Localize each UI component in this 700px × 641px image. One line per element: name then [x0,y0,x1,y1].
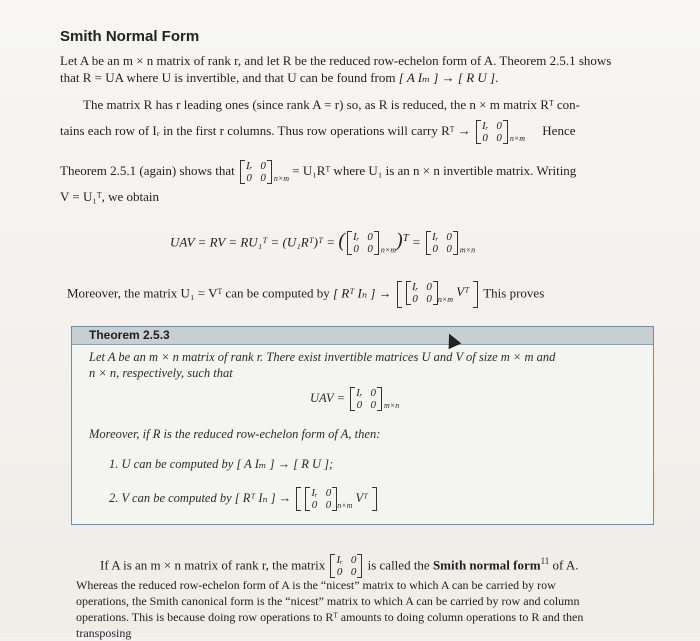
para3-line5: transposing [76,626,132,640]
smith-matrix-block: Iᵣ 0 0 0 [426,231,458,255]
para3-line3: operations, the Smith canonical form is the “nicest” matrix to which A can be carried by row and column [76,594,580,608]
para1-line4-text: tains each row of Iᵣ in the first r columns. Thus row operations will carry Rᵀ → [60,122,471,138]
uav-text: UAV = [310,390,346,405]
theorem-item2 [109,487,379,511]
para1-line2: that R = UA where U is invertible, and that U can be found from [ A Iₘ ] → [ R U ]. [60,70,499,85]
item2-augmented: [ Rᵀ Iₙ ] → [234,490,292,505]
para1-line3: The matrix R has r leading ones (since rank A = r) so, as R is reduced, the n × m matrix Rᵀ con- [83,97,581,112]
theorem-box [71,326,654,525]
smith-matrix-block: Iᵣ 0 0 0 [350,387,382,411]
equals-sign: = [412,234,421,250]
para3-line2: Whereas the reduced row-echelon form of A is the “nicest” matrix to which A can be carried by row [76,578,556,592]
para1-line4 [60,120,576,147]
item1-augmented: [ A Iₘ ] → [ R U ]; [236,457,334,471]
smith-normal-form-term: Smith normal form [432,557,541,573]
smith-matrix-block: Iᵣ 0 0 0 [240,160,272,184]
theorem-uav: UAV = Iᵣ 0 0 0 $_{m\times n}$ [310,387,400,411]
equation-lhs: UAV = RV = RU₁ᵀ = (U₁Rᵀ)ᵀ = [170,234,336,250]
theorem-header [72,327,653,345]
theorem-line2: n × n, respectively, such that [89,366,233,380]
para1-line6: V = U₁ᵀ, we obtain [60,189,160,204]
para3-text: If A is an m × n matrix of rank r, the matrix [100,557,326,573]
smith-matrix-block: Iᵣ 0 0 0 [330,554,362,578]
theorem-heading: Theorem 2.5.3 [89,328,170,342]
item2-text: 2. V can be computed by [109,490,232,505]
para2-line [67,281,544,308]
para3-line1 [100,553,578,578]
subscript-nxm: n×m [273,173,290,183]
theorem-item1 [109,456,333,472]
of-a-text: of A. [552,557,579,573]
para1-line1: Let A be an m × n matrix of rank r, and let R be the reduced row-echelon form of A. Theorem 2.5.1 shows [60,53,612,68]
smith-matrix-block: Iᵣ 0 0 0 [347,231,379,255]
augmented-matrix-rt: [ Rᵀ Iₙ ] → [333,285,392,301]
display-equation: UAV = RV = RU₁ᵀ = (U₁Rᵀ)ᵀ = ( Iᵣ 0 0 0 $_{n\times m}$)$^T$ = Iᵣ 0 0 0 $_{m\times n}$ [170,229,476,256]
hence-text: Hence [542,122,576,138]
item1-text: 1. U can be computed by [109,457,234,471]
para1-line2-text: that R = UA where U is invertible, and that U can be found from [60,70,396,85]
block-matrix: Iᵣ 0 0 0 $_{n\times m}$ Vᵀ [296,487,377,511]
block-matrix: Iᵣ 0 0 0 $_{n\times m}$ Vᵀ [397,281,478,308]
para1-line5-rest: = U₁Rᵀ where U₁ is an n × n invertible matrix. Writing [292,162,577,178]
para1-line5-text: Theorem 2.5.1 (again) shows that [60,162,235,178]
subscript-nxm: n×m [509,133,526,143]
footnote-marker: 11 [540,556,550,566]
smith-matrix-block: Iᵣ 0 0 0 [476,120,508,144]
theorem-line1: Let A be an m × n matrix of rank r. There exist invertible matrices U and V of size m × m and [89,350,556,364]
para2-text: Moreover, the matrix U₁ = Vᵀ can be computed by [67,285,330,301]
para3-line4: operations. This is because doing row operations to Rᵀ amounts to doing column operations to R and then [76,610,584,624]
called-text: is called the [367,557,430,573]
augmented-matrix-a: [ A Iₘ ] → [ R U ] [398,70,496,85]
theorem-line3: Moreover, if R is the reduced row-echelon form of A, then: [89,427,381,441]
page-title: Smith Normal Form [60,28,200,45]
this-proves-text: This proves [483,285,545,301]
para1-line5 [60,160,576,187]
